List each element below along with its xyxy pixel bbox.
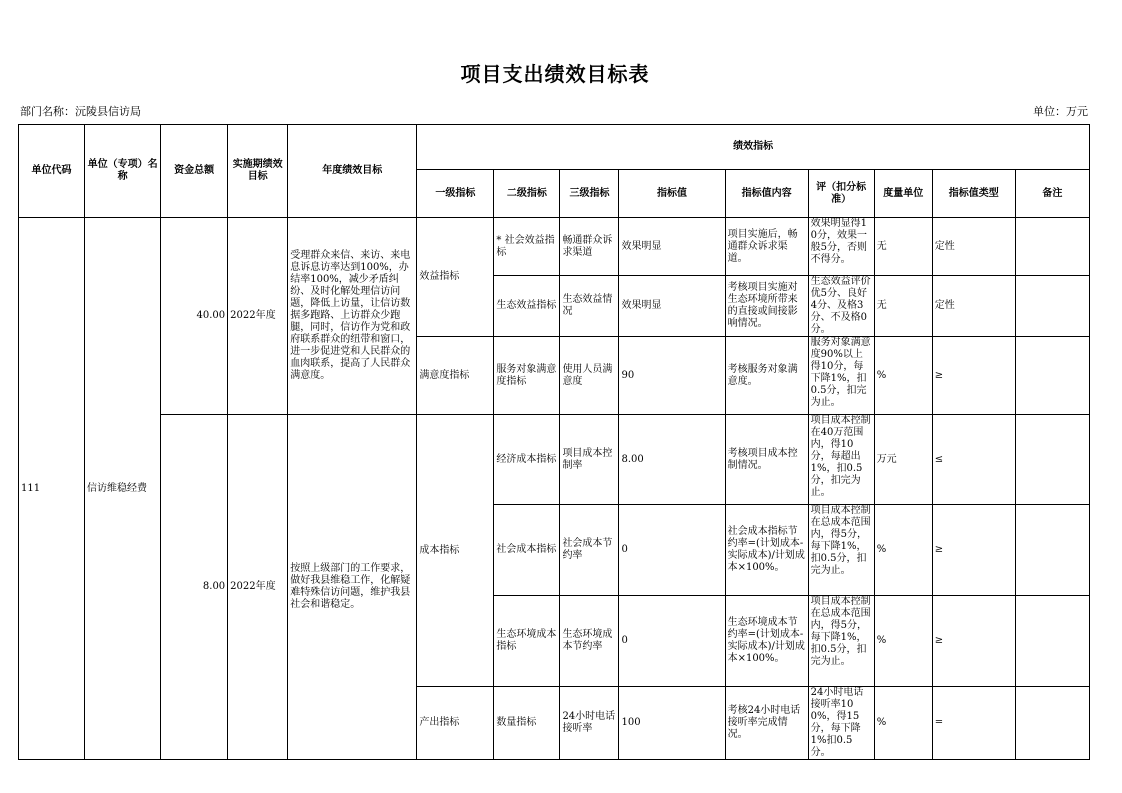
annual-goal-cell: 受理群众来信、来访、来电息诉息访率达到100%，办结率100%，减少矛盾纠纷、及时化解处理信访问题，降低上访量，让信访数据多跑路、上访群众少跑腿，同时，信访作为党和政府联系群众的纽带和窗口，进一步促进党和人民群众的血肉联系，提高了人民群众满意度。 bbox=[288, 218, 417, 415]
level1-cell: 满意度指标 bbox=[417, 337, 494, 415]
header-performance-indicators: 绩效指标 bbox=[417, 125, 1090, 170]
type-cell: ≥ bbox=[932, 337, 1015, 415]
content-cell: 考核24小时电话接听率完成情况。 bbox=[725, 687, 808, 760]
period-cell: 2022年度 bbox=[228, 415, 288, 760]
remark-cell bbox=[1015, 687, 1089, 760]
header-unit-name: 单位（专项）名称 bbox=[85, 125, 161, 218]
header-remarks: 备注 bbox=[1015, 170, 1089, 218]
page-title: 项目支出绩效目标表 bbox=[460, 62, 650, 86]
level1-cell: 产出指标 bbox=[417, 687, 494, 760]
type-cell: 定性 bbox=[932, 218, 1015, 276]
scoring-cell: 项目成本控制在总成本范围内，得5分，每下降1%，扣0.5分，扣完为止。 bbox=[808, 505, 874, 596]
department-name: 部门名称：沅陵县信访局 bbox=[20, 105, 141, 118]
type-cell: ≥ bbox=[932, 505, 1015, 596]
type-cell: ≤ bbox=[932, 415, 1015, 505]
content-cell: 考核服务对象满意度。 bbox=[725, 337, 808, 415]
scoring-cell: 效果明显得10分，效果一般5分，否则不得分。 bbox=[808, 218, 874, 276]
remark-cell bbox=[1015, 505, 1089, 596]
table-row bbox=[19, 218, 1090, 276]
level2-cell: 服务对象满意度指标 bbox=[494, 337, 560, 415]
level1-cell: 成本指标 bbox=[417, 415, 494, 687]
unit-cell: % bbox=[874, 596, 932, 687]
currency-unit: 单位：万元 bbox=[1033, 105, 1088, 118]
level3-cell: 社会成本节约率 bbox=[560, 505, 619, 596]
level3-cell: 生态效益情况 bbox=[560, 276, 619, 337]
unit-cell: 无 bbox=[874, 276, 932, 337]
unit-cell: 无 bbox=[874, 218, 932, 276]
unit-cell: % bbox=[874, 687, 932, 760]
level3-cell: 24小时电话接听率 bbox=[560, 687, 619, 760]
scoring-cell: 生态效益评价优5分、良好4分、及格3分、不及格0分。 bbox=[808, 276, 874, 337]
value-cell: 100 bbox=[619, 687, 725, 760]
header-value-content: 指标值内容 bbox=[725, 170, 808, 218]
unit-name-cell: 信访维稳经费 bbox=[85, 218, 161, 760]
scoring-cell: 项目成本控制在40万范围内，得10分，每超出1%，扣0.5分，扣完为止。 bbox=[808, 415, 874, 505]
level2-cell: 生态环境成本指标 bbox=[494, 596, 560, 687]
value-cell: 8.00 bbox=[619, 415, 725, 505]
header-total-funds: 资金总额 bbox=[161, 125, 228, 218]
content-cell: 考核项目成本控制情况。 bbox=[725, 415, 808, 505]
type-cell: = bbox=[932, 687, 1015, 760]
level3-cell: 项目成本控制率 bbox=[560, 415, 619, 505]
content-cell: 考核项目实施对生态环境所带来的直接或间接影响情况。 bbox=[725, 276, 808, 337]
level2-cell: 生态效益指标 bbox=[494, 276, 560, 337]
header-unit-code: 单位代码 bbox=[19, 125, 85, 218]
header-value: 指标值 bbox=[619, 170, 725, 218]
header-level1: 一级指标 bbox=[417, 170, 494, 218]
level3-cell: 生态环境成本节约率 bbox=[560, 596, 619, 687]
period-cell: 2022年度 bbox=[228, 218, 288, 415]
value-cell: 0 bbox=[619, 505, 725, 596]
header-scoring: 评（扣分标准） bbox=[808, 170, 874, 218]
remark-cell bbox=[1015, 276, 1089, 337]
level3-cell: 使用人员满意度 bbox=[560, 337, 619, 415]
unit-cell: % bbox=[874, 337, 932, 415]
unit-cell: 万元 bbox=[874, 415, 932, 505]
funds-cell: 8.00 bbox=[161, 415, 228, 760]
remark-cell bbox=[1015, 337, 1089, 415]
value-cell: 效果明显 bbox=[619, 276, 725, 337]
type-cell: 定性 bbox=[932, 276, 1015, 337]
content-cell: 社会成本指标节约率=(计划成本-实际成本)/计划成本×100%。 bbox=[725, 505, 808, 596]
performance-table bbox=[18, 124, 1090, 760]
remark-cell bbox=[1015, 415, 1089, 505]
type-cell: ≥ bbox=[932, 596, 1015, 687]
header-annual-goal: 年度绩效目标 bbox=[288, 125, 417, 218]
unit-cell: % bbox=[874, 505, 932, 596]
content-cell: 生态环境成本节约率=(计划成本-实际成本)/计划成本×100%。 bbox=[725, 596, 808, 687]
level2-cell: 社会成本指标 bbox=[494, 505, 560, 596]
value-cell: 0 bbox=[619, 596, 725, 687]
scoring-cell: 服务对象满意度90%以上得10分，每下降1%，扣0.5分，扣完为止。 bbox=[808, 337, 874, 415]
unit-code-cell: 111 bbox=[19, 218, 85, 760]
scoring-cell: 项目成本控制在总成本范围内，得5分，每下降1%，扣0.5分，扣完为止。 bbox=[808, 596, 874, 687]
content-cell: 项目实施后，畅通群众诉求渠道。 bbox=[725, 218, 808, 276]
table-row bbox=[19, 415, 1090, 505]
header-value-type: 指标值类型 bbox=[932, 170, 1015, 218]
value-cell: 效果明显 bbox=[619, 218, 725, 276]
remark-cell bbox=[1015, 596, 1089, 687]
annual-goal-cell: 按照上级部门的工作要求，做好我县维稳工作，化解疑难特殊信访问题，维护我县社会和谐稳定。 bbox=[288, 415, 417, 760]
header-measure-unit: 度量单位 bbox=[874, 170, 932, 218]
remark-cell bbox=[1015, 218, 1089, 276]
header-row-1 bbox=[19, 125, 1090, 170]
funds-cell: 40.00 bbox=[161, 218, 228, 415]
header-level2: 二级指标 bbox=[494, 170, 560, 218]
value-cell: 90 bbox=[619, 337, 725, 415]
level1-cell: 效益指标 bbox=[417, 218, 494, 337]
level2-cell: 经济成本指标 bbox=[494, 415, 560, 505]
scoring-cell: 24小时电话接听率100%，得15分，每下降1%扣0.5分。 bbox=[808, 687, 874, 760]
level2-cell: 数量指标 bbox=[494, 687, 560, 760]
level2-cell: * 社会效益指标 bbox=[494, 218, 560, 276]
level3-cell: 畅通群众诉求渠道 bbox=[560, 218, 619, 276]
header-level3: 三级指标 bbox=[560, 170, 619, 218]
header-period-goal: 实施期绩效目标 bbox=[228, 125, 288, 218]
